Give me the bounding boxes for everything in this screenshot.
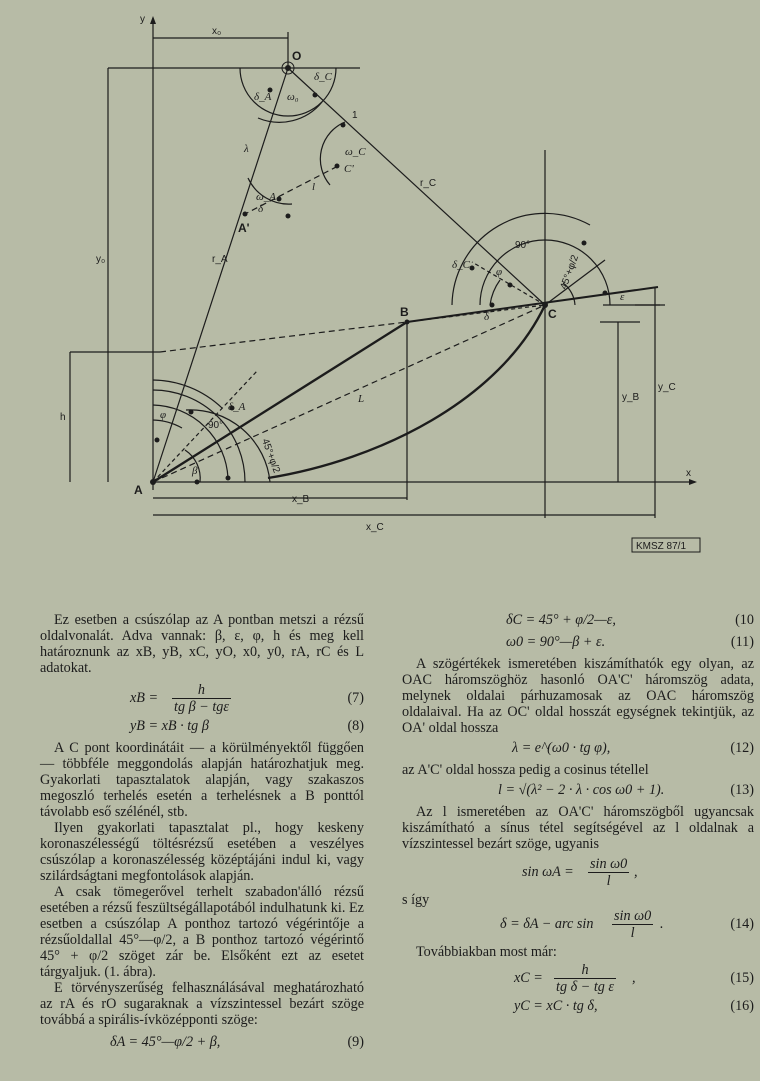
label-yC: y_C bbox=[658, 382, 676, 393]
label-rA: r_A bbox=[212, 254, 228, 265]
equation-sine: sin ωA = $\frac{\text{sin ω0}}{l}$ , bbox=[522, 856, 638, 889]
equation-14: δ = δA − arc sin $\frac{\text{sin ω0}}{l}$ . (14) bbox=[500, 908, 754, 941]
paragraph-7: az A'C' oldal hossza pedig a cosinus tétellel bbox=[402, 762, 649, 778]
label-phi: φ bbox=[160, 409, 167, 421]
label-A: A bbox=[134, 483, 143, 497]
label-omegaC: ω_C bbox=[345, 146, 366, 158]
paragraph-10: Továbbiakban most már: bbox=[416, 944, 557, 960]
label-xB: x_B bbox=[292, 494, 310, 505]
label-O: O bbox=[292, 49, 302, 63]
label-x-axis: x bbox=[686, 468, 691, 479]
label-phi-C: φ bbox=[496, 266, 503, 278]
label-90-A: 90° bbox=[208, 420, 224, 431]
equation-13: l = √(λ² − 2 · λ · cos ω0 + 1). (13) bbox=[498, 782, 754, 798]
label-y0: y₀ bbox=[96, 254, 106, 265]
label-L: L bbox=[358, 393, 365, 405]
paragraph-6: A szögértékek ismeretében kiszámíthatók egy olyan, az OAC háromszöghöz hasonló OA'C' háromszög adata, melynek oldalai párhuzamosak az OAC háromszög oldalaival. Ha az OC' oldal hosszát egységnek tekintjük, az OA' oldal hossza bbox=[402, 656, 754, 736]
label-delta: δ bbox=[258, 203, 264, 215]
paragraph-5: E törvényszerűség felhasználásával meghatározható az rA és rO sugaraknak a vízszintessel bezárt szöge továbbá a spirális-ívközépponti szöge: bbox=[40, 980, 364, 1028]
paragraph-9: s így bbox=[402, 892, 430, 908]
right-column bbox=[402, 612, 754, 1020]
paragraph-3: Ilyen gyakorlati tapasztalat pl., hogy keskeny koronaszélességű töltésrézsű esetében a veszélyes csúszólap a koronaszélesség középtájáni indul ki, vagy szilárdságtani megfontolások alapján. bbox=[40, 820, 364, 884]
label-delta-A: δ_A bbox=[228, 401, 246, 413]
paragraph-1: Ez esetben a csúszólap az A pontban metszi a rézsű oldalvonalát. Adva vannak: β, ε, φ, h és meg kell határoznunk az xB, yB, xC, yO, x0, y0, rA, rC és L adatokat. bbox=[40, 612, 364, 676]
label-xC: x_C bbox=[366, 522, 384, 533]
equation-8: yB = xB · tg β (8) bbox=[130, 718, 364, 734]
equation-16: yC = xC · tg δ, (16) bbox=[514, 998, 754, 1014]
label-h: h bbox=[60, 412, 66, 423]
label-delta-C-right: δ_C bbox=[452, 259, 470, 271]
label-epsilon: ε bbox=[620, 291, 625, 303]
equation-15: xC = $\frac{h}{\text{tg δ − tg ε}}$ , (15) bbox=[514, 962, 754, 995]
label-rC: r_C bbox=[420, 178, 437, 189]
label-delta-A-top: δ_A bbox=[254, 91, 272, 103]
label-90-C: 90° bbox=[515, 240, 531, 251]
label-x0: x₀ bbox=[212, 26, 222, 37]
label-point-1: 1 bbox=[352, 110, 358, 121]
label-C-prime: C' bbox=[344, 163, 354, 175]
figure-stamp: KMSZ 87/1 bbox=[636, 541, 687, 552]
label-lambda: λ bbox=[244, 143, 249, 155]
equation-7: xB = h tg β − tgε (7) bbox=[130, 682, 364, 715]
equation-9: δA = 45°—φ/2 + β, (9) bbox=[110, 1034, 364, 1050]
paragraph-4: A csak tömegerővel terhelt szabadon'álló rézsű esetében a rézsű feszültségállapotából indulhatunk ki. Ez esetben a csúszólap A ponthoz tartozó végérintője a rézsűoldallal 45°—φ/2, a B ponthoz tartozó végérintő 45° + φ/2 szöget zár be. Elsőként ezt az esetet tárgyaljuk. (1. ábra). bbox=[40, 884, 364, 980]
paragraph-2: A C pont koordinátáit — a körülményektől függően — többféle meggondolás alapján határozhatjuk meg. Gyakorlati tapasztalatok alapján, vagy szakaszos megoszló terhelés esetén a terhelésnek a B ponttól távolabb eső szélénél, stb. bbox=[40, 740, 364, 820]
label-delta-C-pt: δ bbox=[484, 311, 490, 323]
label-45-A: 45°+φ/2 bbox=[259, 437, 282, 475]
equation-10: δC = 45° + φ/2—ε, (10 bbox=[506, 612, 754, 628]
paragraph-8: Az l ismeretében az OA'C' háromszögből ugyancsak kiszámítható a sínus tétel segítségével az l oldalnak a vízszintessel bezárt szöge, ugyanis bbox=[402, 804, 754, 852]
label-y-axis: y bbox=[140, 14, 145, 25]
label-45-C: 45°+φ/2 bbox=[558, 253, 582, 292]
label-l: l bbox=[312, 181, 316, 193]
slope-line bbox=[153, 322, 407, 482]
equation-12: λ = e^(ω0 · tg φ), (12) bbox=[512, 740, 754, 756]
label-A-prime: A' bbox=[238, 221, 250, 235]
label-omegaA: ω_A bbox=[256, 191, 276, 203]
label-yB: y_B bbox=[622, 392, 640, 403]
label-beta: β bbox=[192, 465, 198, 477]
left-column bbox=[40, 612, 364, 1056]
label-B: B bbox=[400, 305, 409, 319]
label-omega0: ω₀ bbox=[287, 91, 299, 103]
label-delta-C: δ_C bbox=[314, 71, 332, 83]
label-C: C bbox=[548, 307, 557, 321]
equation-11: ω0 = 90°—β + ε. (11) bbox=[506, 634, 754, 650]
